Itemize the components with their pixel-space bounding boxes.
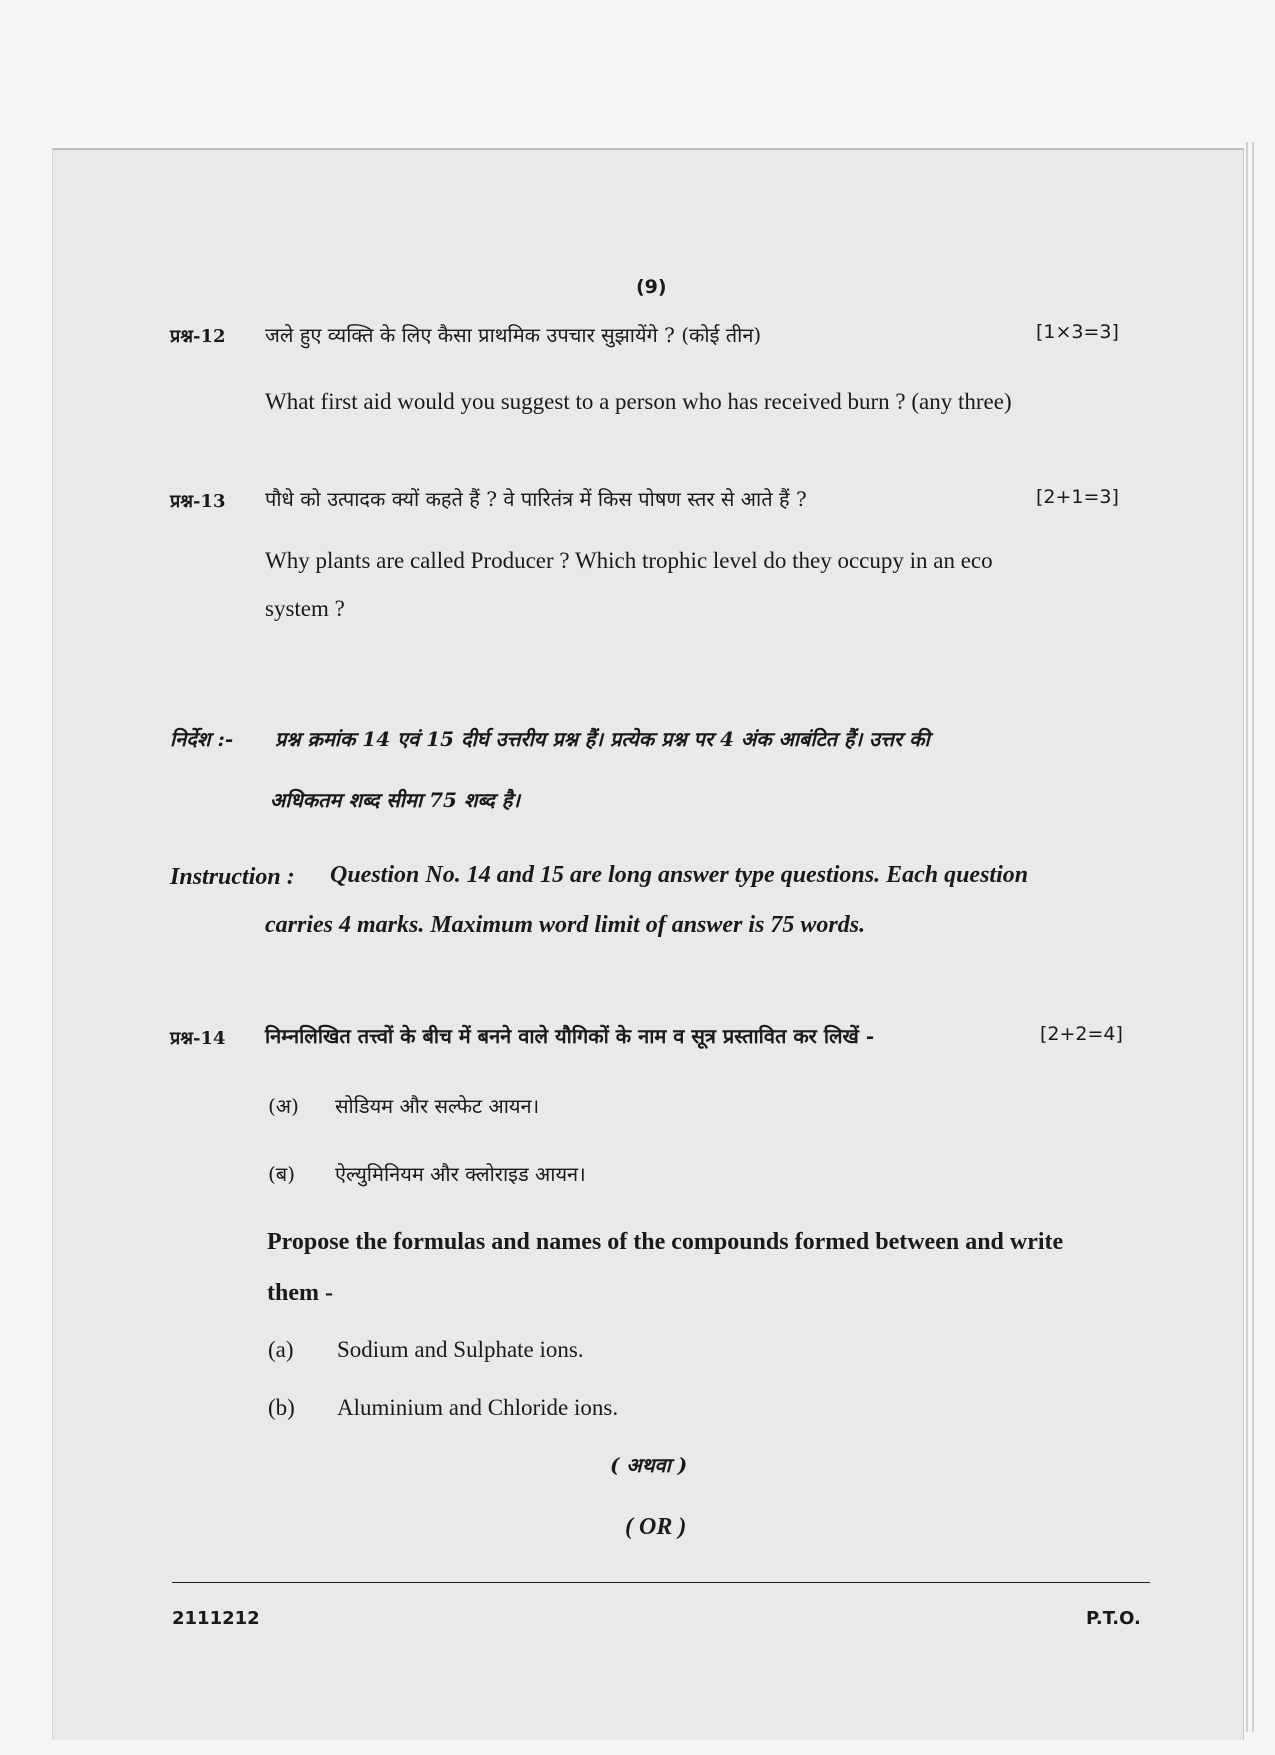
option-text: Sodium and Sulphate ions. <box>337 1337 584 1362</box>
pto-label: P.T.O. <box>1086 1608 1141 1629</box>
question-13-marks: [2+1=3] <box>1036 486 1119 508</box>
question-14-label: प्रश्न-14 <box>170 1028 226 1049</box>
instruction-hindi-label: निर्देश :- <box>170 727 234 751</box>
question-12-label: प्रश्न-12 <box>170 326 226 347</box>
option-text: Aluminium and Chloride ions. <box>337 1395 619 1420</box>
question-12-hindi: जले हुए व्यक्ति के लिए कैसा प्राथमिक उपचार सुझायेंगे ? (कोई तीन) <box>265 323 762 347</box>
instruction-english-cont: carries 4 marks. Maximum word limit of answer is 75 words. <box>265 912 866 938</box>
option-text: सोडियम और सल्फेट आयन। <box>335 1094 540 1118</box>
question-12-marks: [1×3=3] <box>1036 321 1119 343</box>
instruction-hindi-cont: अधिकतम शब्द सीमा 75 शब्द है। <box>270 788 520 812</box>
question-13-english-cont: system ? <box>265 596 345 621</box>
question-14-english-cont: them - <box>267 1280 333 1306</box>
question-14-hindi: निम्नलिखित तत्त्वों के बीच में बनने वाले यौगिकों के नाम व सूत्र प्रस्तावित कर लिखें - <box>265 1024 875 1048</box>
footer-rule <box>172 1582 1150 1583</box>
question-13-hindi: पौधे को उत्पादक क्यों कहते हैं ? वे पारितंत्र में किस पोषण स्तर से आते हैं ? <box>265 487 807 511</box>
option-key: (b) <box>268 1395 295 1420</box>
page-number: (9) <box>636 276 667 298</box>
exam-page <box>52 148 1244 1740</box>
page-edge <box>1252 142 1254 1732</box>
option-key: (ब) <box>268 1162 296 1186</box>
page-edge <box>1246 142 1248 1732</box>
question-14-marks: [2+2=4] <box>1040 1023 1123 1045</box>
question-13-label: प्रश्न-13 <box>170 491 226 512</box>
paper-code: 2111212 <box>172 1608 260 1629</box>
option-key: (अ) <box>268 1094 299 1118</box>
or-divider-english: ( OR ) <box>625 1514 687 1540</box>
instruction-hindi: प्रश्न क्रमांक 14 एवं 15 दीर्घ उत्तरीय प्रश्न हैं। प्रत्येक प्रश्न पर 4 अंक आबंटित हैं। उत्तर की <box>275 727 930 751</box>
question-13-english: Why plants are called Producer ? Which trophic level do they occupy in an eco <box>265 548 993 573</box>
instruction-english: Question No. 14 and 15 are long answer type questions. Each question <box>330 862 1029 888</box>
option-text: ऐल्युमिनियम और क्लोराइड आयन। <box>335 1162 586 1186</box>
question-14-english: Propose the formulas and names of the compounds formed between and write <box>267 1229 1064 1255</box>
or-divider-hindi: ( अथवा ) <box>610 1453 688 1477</box>
option-key: (a) <box>268 1337 294 1362</box>
question-12-english: What first aid would you suggest to a person who has received burn ? (any three) <box>265 389 1012 414</box>
instruction-english-label: Instruction : <box>170 864 295 890</box>
